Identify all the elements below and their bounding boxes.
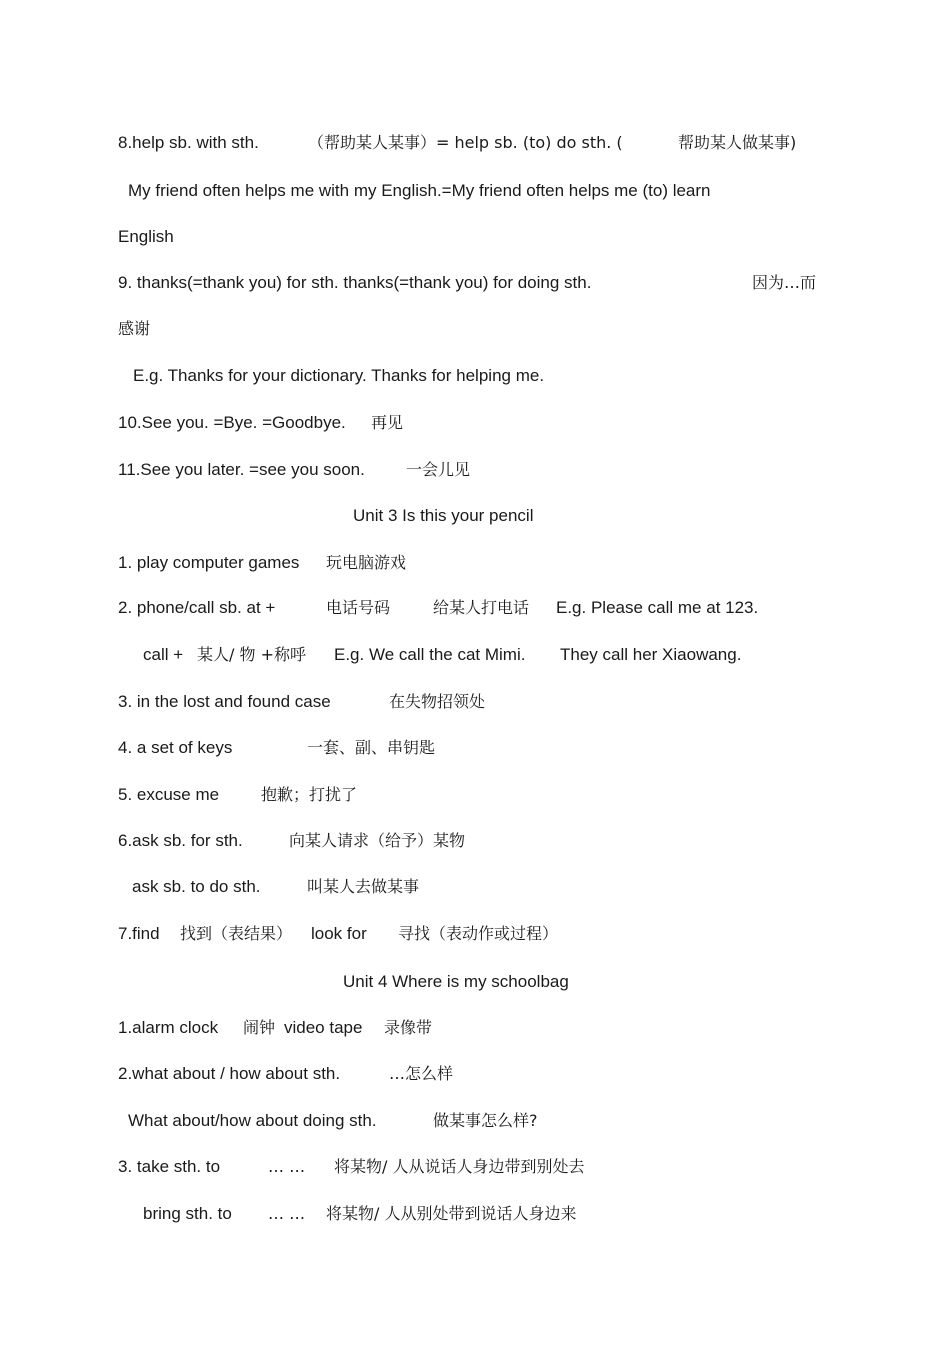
example-text: E.g. We call the cat Mimi. bbox=[334, 645, 526, 664]
unit-heading-text: Unit 4 Where is my schoolbag bbox=[343, 972, 569, 991]
meaning: 帮助某人做某事) bbox=[678, 133, 797, 152]
meaning: 再见 bbox=[371, 413, 404, 432]
ellipsis: … … bbox=[268, 1204, 306, 1223]
phrase: What about/how about doing sth. bbox=[128, 1111, 377, 1130]
meaning: 闹钟 bbox=[243, 1018, 276, 1037]
phrase: 3. in the lost and found case bbox=[118, 692, 331, 711]
meaning: 向某人请求（给予）某物 bbox=[289, 831, 466, 850]
phrase: 1. play computer games bbox=[118, 553, 300, 572]
phrase: ask sb. to do sth. bbox=[132, 877, 261, 896]
meaning: 电话号码 bbox=[326, 598, 391, 617]
phrase: 5. excuse me bbox=[118, 785, 220, 804]
meaning: 在失物招领处 bbox=[389, 692, 486, 711]
meaning: 叫某人去做某事 bbox=[307, 877, 420, 896]
meaning: 感谢 bbox=[118, 319, 151, 338]
phrase: call + bbox=[143, 645, 184, 664]
meaning: 玩电脑游戏 bbox=[326, 553, 407, 572]
phrase: video tape bbox=[284, 1018, 363, 1037]
phrase: 7.find bbox=[118, 924, 160, 943]
example-text: They call her Xiaowang. bbox=[560, 645, 742, 664]
meaning: （帮助某人某事）= help sb. (to) do sth. ( bbox=[308, 133, 623, 152]
phrase: 6.ask sb. for sth. bbox=[118, 831, 243, 850]
meaning: 某人/ 物 +称呼 bbox=[197, 645, 306, 664]
meaning: 给某人打电话 bbox=[433, 598, 530, 617]
phrase: 8.help sb. with sth. bbox=[118, 133, 259, 152]
meaning: 寻找（表动作或过程） bbox=[398, 924, 559, 943]
phrase: 10.See you. =Bye. =Goodbye. bbox=[118, 413, 346, 432]
ellipsis: … … bbox=[268, 1157, 306, 1176]
meaning: 抱歉；打扰了 bbox=[261, 785, 358, 804]
phrase: 4. a set of keys bbox=[118, 738, 233, 757]
phrase: 9. thanks(=thank you) for sth. thanks(=thank you) for doing sth. bbox=[118, 273, 592, 292]
phrase: 2. phone/call sb. at + bbox=[118, 598, 276, 617]
meaning: 将某物/ 人从说话人身边带到别处去 bbox=[334, 1157, 585, 1176]
meaning: 将某物/ 人从别处带到说话人身边来 bbox=[326, 1204, 577, 1223]
example-text: English bbox=[118, 227, 174, 246]
example-text: E.g. Thanks for your dictionary. Thanks for helping me. bbox=[133, 366, 545, 385]
phrase: 2.what about / how about sth. bbox=[118, 1064, 341, 1083]
meaning: 一套、副、串钥匙 bbox=[307, 738, 436, 757]
meaning: 找到（表结果） bbox=[180, 924, 293, 943]
phrase: 3. take sth. to bbox=[118, 1157, 221, 1176]
phrase: bring sth. to bbox=[143, 1204, 232, 1223]
meaning: 因为…而 bbox=[752, 273, 817, 292]
meaning: 做某事怎么样? bbox=[433, 1111, 538, 1130]
unit-heading-text: Unit 3 Is this your pencil bbox=[353, 506, 534, 525]
example-text: E.g. Please call me at 123. bbox=[556, 598, 759, 617]
phrase: 1.alarm clock bbox=[118, 1018, 219, 1037]
meaning: 一会儿见 bbox=[406, 460, 471, 479]
meaning: 录像带 bbox=[384, 1018, 433, 1037]
phrase: 11.See you later. =see you soon. bbox=[118, 460, 365, 479]
phrase: look for bbox=[311, 924, 367, 943]
example-text: My friend often helps me with my English.=My friend often helps me (to) learn bbox=[128, 181, 711, 200]
meaning: …怎么样 bbox=[389, 1064, 454, 1083]
